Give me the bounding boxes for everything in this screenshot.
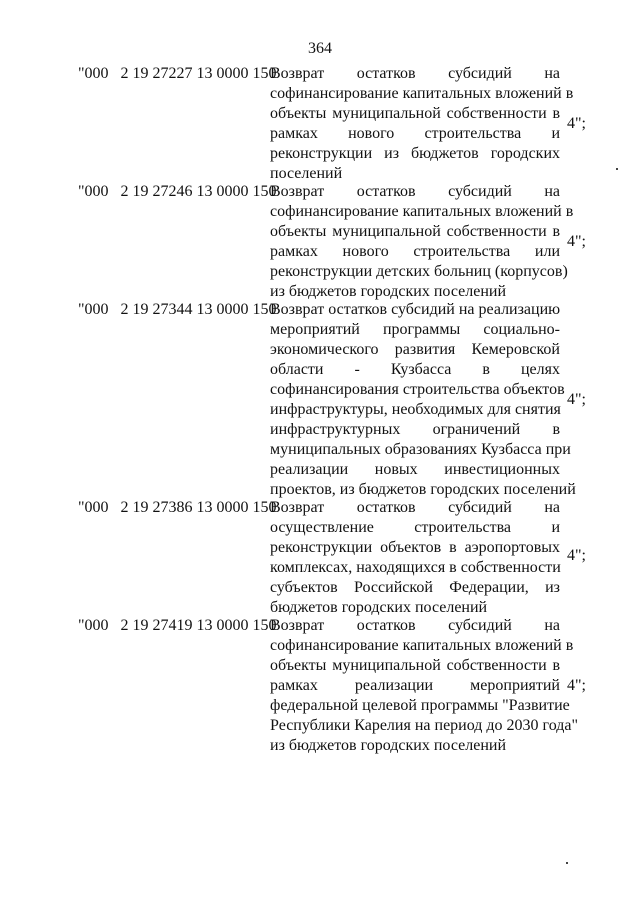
description-line: рамках нового строительства или <box>270 243 560 260</box>
budget-code: "000 2 19 27419 13 0000 150 <box>78 617 277 634</box>
description-line: рамках нового строительства и <box>270 125 560 142</box>
description-line: из бюджетов городских поселений <box>270 283 506 300</box>
row-value: 4"; <box>567 547 586 564</box>
description-line: реализации новых инвестиционных <box>270 461 560 478</box>
row-description <box>270 616 579 756</box>
description-line: бюджетов городских поселений <box>270 599 488 616</box>
description-line: реконструкции из бюджетов городских <box>270 145 560 162</box>
row-value: 4"; <box>567 233 586 250</box>
description-line: Возврат остатков субсидий на <box>270 617 560 634</box>
description-line: Возврат остатков субсидий на <box>270 65 560 82</box>
description-line: области - Кузбасса в целях <box>270 361 560 378</box>
row-description <box>270 64 574 184</box>
description-line: Республики Карелия на период до 2030 года" <box>270 717 579 734</box>
description-line: из бюджетов городских поселений <box>270 737 506 754</box>
description-line: инфраструктуры, необходимых для снятия <box>270 401 561 418</box>
description-line: осуществление строительства и <box>270 519 560 536</box>
description-line: софинансирование капитальных вложений в <box>270 637 574 654</box>
description-line: экономического развития Кемеровской <box>270 341 560 358</box>
description-line: рамках реализации мероприятий <box>270 677 560 694</box>
row-description <box>270 182 574 302</box>
scan-speck <box>616 168 618 170</box>
description-line: субъектов Российской Федерации, из <box>270 579 560 596</box>
description-line: Возврат остатков субсидий на <box>270 499 560 516</box>
description-line: объекты муниципальной собственности в <box>270 223 560 240</box>
description-line: софинансирование капитальных вложений в <box>270 203 574 220</box>
description-line: объекты муниципальной собственности в <box>270 657 560 674</box>
row-description <box>270 300 576 500</box>
budget-code: "000 2 19 27227 13 0000 150 <box>78 65 277 82</box>
description-line: софинансирование капитальных вложений в <box>270 85 574 102</box>
budget-code: "000 2 19 27386 13 0000 150 <box>78 499 277 516</box>
description-line: поселений <box>270 165 343 182</box>
description-line: софинансирования строительства объектов <box>270 381 565 398</box>
description-line: федеральной целевой программы "Развитие <box>270 697 570 714</box>
description-line: реконструкции детских больниц (корпусов) <box>270 263 568 280</box>
description-line: Возврат остатков субсидий на реализацию <box>270 301 561 318</box>
row-value: 4"; <box>567 391 586 408</box>
scan-speck <box>566 862 568 864</box>
row-value: 4"; <box>567 677 586 694</box>
description-line: комплексах, находящихся в собственности <box>270 559 561 576</box>
description-line: инфраструктурных ограничений в <box>270 421 560 438</box>
description-line: проектов, из бюджетов городских поселений <box>270 481 576 498</box>
description-line: муниципальных образованиях Кузбасса при <box>270 441 571 458</box>
budget-code: "000 2 19 27344 13 0000 150 <box>78 301 277 318</box>
budget-code: "000 2 19 27246 13 0000 150 <box>78 183 277 200</box>
row-description <box>270 498 560 618</box>
description-line: Возврат остатков субсидий на <box>270 183 560 200</box>
description-line: реконструкции объектов в аэропортовых <box>270 539 560 556</box>
description-line: объекты муниципальной собственности в <box>270 105 560 122</box>
description-line: мероприятий программы социально- <box>270 321 560 338</box>
page-number: 364 <box>308 40 332 57</box>
row-value: 4"; <box>567 115 586 132</box>
